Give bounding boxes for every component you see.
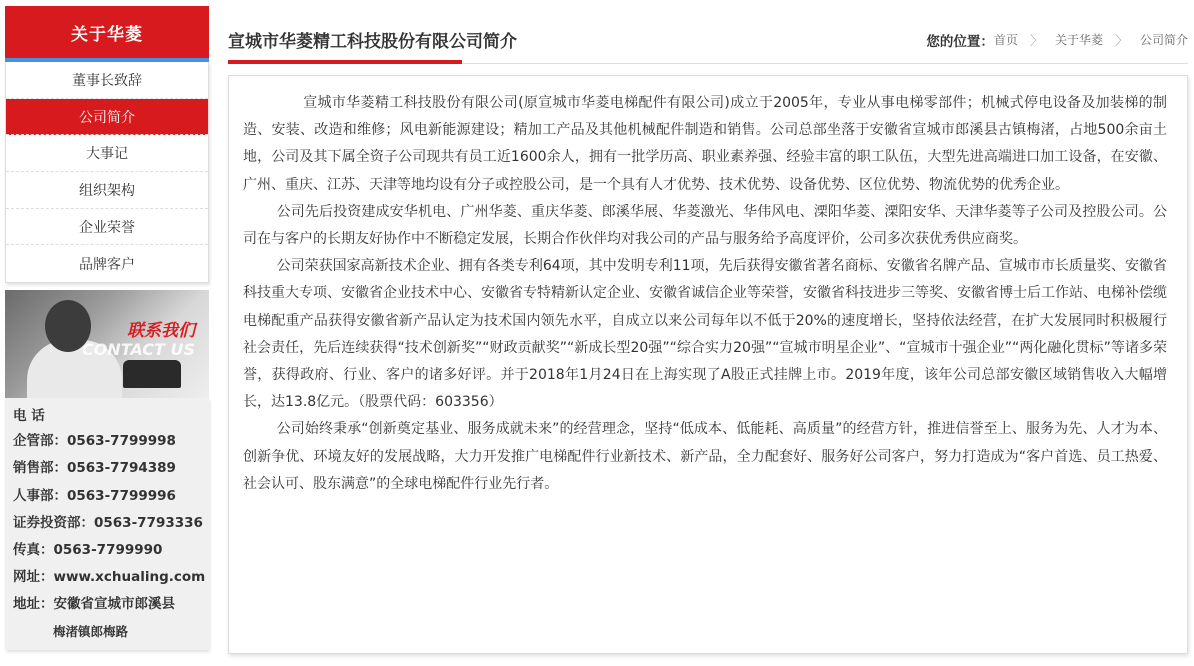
chevron-right-icon: 〉 bbox=[1029, 34, 1043, 49]
sidebar-item-honors[interactable]: 企业荣誉 bbox=[6, 209, 208, 246]
contact-line-hr: 人事部：0563-7799996 bbox=[13, 487, 176, 504]
page-title: 宣城市华菱精工科技股份有限公司简介 bbox=[228, 32, 517, 52]
paragraph: 宣城市华菱精工科技股份有限公司(原宣城市华菱电梯配件有限公司)成立于2005年，专业从事电梯零部件；机械式停电设备及加装梯的制造、安装、改造和维修；风电新能源建设；精加工产品及其他机械配件制造和销售。公司总部坐落于安徽省宣城市郎溪县古镇梅渚，占地500余亩土地，公司及其下属全资子公司现共有员工近1600余人，拥有一批学历高、职业素养强、经验丰富的职工队伍，大型先进高端进口加工设备，在安徽、广州、重庆、江苏、天津等地均设有分子或控股公司，是一个具有人才优势、技术优势、设备优势、区位优势、物流优势的优秀企业。 bbox=[243, 95, 1167, 193]
contact-heading: 电 话 bbox=[13, 408, 45, 425]
title-underline bbox=[228, 60, 462, 64]
contact-banner-en: CONTACT US bbox=[81, 340, 195, 360]
breadcrumb-home[interactable]: 首页 bbox=[993, 33, 1018, 47]
sidebar-item-chairman-speech[interactable]: 董事长致辞 bbox=[6, 62, 208, 99]
sidebar-item-milestones[interactable]: 大事记 bbox=[6, 135, 208, 172]
contact-info bbox=[5, 398, 209, 650]
contact-line-address: 地址：安徽省宣城市郎溪县 bbox=[13, 596, 175, 613]
contact-line-securities: 证券投资部：0563-7793336 bbox=[13, 514, 203, 531]
contact-line-website: 网址：www.xchualing.com bbox=[13, 569, 206, 586]
paragraph: 公司荣获国家高新技术企业、拥有各类专利64项，其中发明专利11项，先后获得安徽省著名商标、安徽省名牌产品、宣城市市长质量奖、安徽省科技重大专项、安徽省企业技术中心、安徽省专特精新认定企业、安徽省诚信企业等荣誉，安徽省科技进步三等奖、安徽省博士后工作站、电梯补偿缆电梯配重产品获得安徽省新产品认定为技术国内领先水平，自成立以来公司每年以不低于20%的速度增长，坚持依法经营，在扩大发展同时积极履行社会责任，先后连续获得“技术创新奖”“财政贡献奖”“新成长型20强”“综合实力20强”“宣城市明星企业”、“宣城市十强企业”“两化融化贯标”等诸多荣誉，获得政府、行业、客户的诸多好评。并于2018年1月24日在上海实现了A股正式挂牌上市。2019年度，该年公司总部安徽区域销售收入大幅增长，达13.8亿元。（股票代码：603356） bbox=[243, 258, 1167, 411]
breadcrumb-about[interactable]: 关于华菱 bbox=[1054, 33, 1103, 47]
contact-line-sales: 销售部：0563-7794389 bbox=[13, 460, 176, 477]
paragraph: 公司始终秉承“创新奠定基业、服务成就未来”的经营理念，坚持“低成本、低能耗、高质量”的经营方针，推进信誉至上、服务为先、人才为本、创新争优、环境友好的发展战略，大力开发推广电梯配件行业新技术、新产品，全力配套好、服务好公司客户，努力打造成为“客户首选、员工热爱、社会认可、股东满意”的全球电梯配件行业先行者。 bbox=[243, 421, 1167, 492]
sidebar-item-brand-clients[interactable]: 品牌客户 bbox=[79, 256, 135, 273]
chevron-right-icon: 〉 bbox=[1114, 34, 1128, 49]
sidebar-menu bbox=[5, 62, 209, 283]
contact-line-address-2: 梅渚镇郎梅路 bbox=[53, 624, 129, 640]
sidebar bbox=[5, 6, 209, 650]
contact-line-management: 企管部：0563-7799998 bbox=[13, 433, 176, 450]
breadcrumb-current[interactable]: 公司简介 bbox=[1139, 33, 1188, 47]
sidebar-item-organization[interactable]: 组织架构 bbox=[6, 172, 208, 209]
breadcrumb bbox=[926, 30, 1188, 50]
sidebar-title: 关于华菱 bbox=[5, 6, 209, 62]
telephone-icon bbox=[123, 360, 181, 388]
main-content bbox=[228, 6, 1188, 654]
contact-line-fax: 传真：0563-7799990 bbox=[13, 541, 163, 558]
contact-us-banner[interactable] bbox=[5, 290, 209, 398]
breadcrumb-label: 您的位置： bbox=[926, 33, 994, 50]
contact-banner-cn: 联系我们 bbox=[127, 321, 195, 342]
paragraph: 公司先后投资建成安华机电、广州华菱、重庆华菱、郎溪华展、华菱激光、华伟风电、溧阳华菱、溧阳安华、天津华菱等子公司及控股公司。公司在与客户的长期友好协作中不断稳定发展，长期合作伙伴均对我公司的产品与服务给予高度评价，公司多次获优秀供应商奖。 bbox=[243, 203, 1167, 248]
article-body bbox=[228, 75, 1188, 654]
page-header bbox=[228, 6, 1188, 64]
sidebar-item-company-profile[interactable]: 公司简介 bbox=[6, 99, 208, 136]
